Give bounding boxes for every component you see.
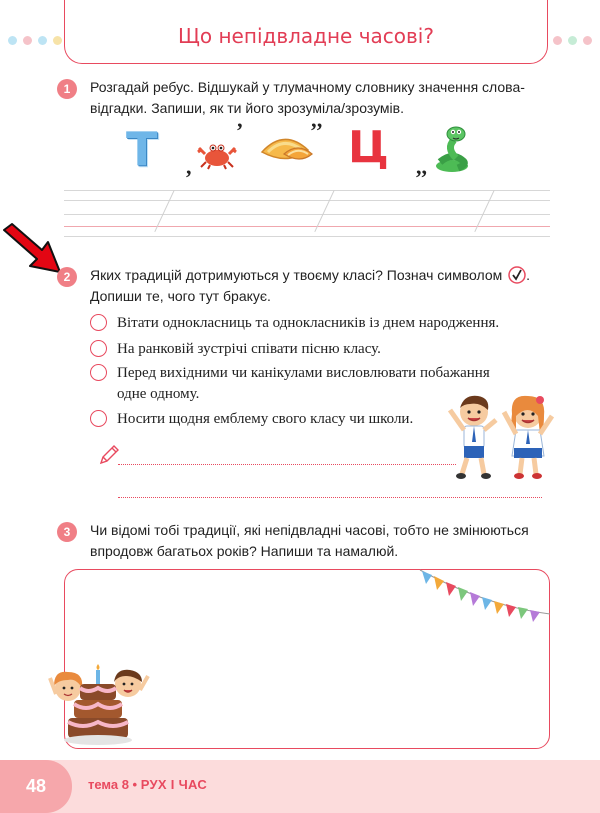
task-number-2: 2 (57, 267, 77, 287)
decor-dot (8, 36, 17, 45)
footer-theme-title: РУХ І ЧАС (140, 777, 208, 792)
task2-instruction (90, 265, 530, 307)
option-label (117, 363, 490, 405)
footer-theme-prefix: тема 8 • (88, 777, 138, 792)
option-item (90, 339, 381, 360)
snake-icon (432, 122, 472, 174)
task-number-3: 3 (57, 522, 77, 542)
option-item (90, 363, 490, 405)
task-number-1: 1 (57, 79, 77, 99)
option-label: Вітати однокласниць та однокласників із днем народження. (117, 315, 500, 331)
task2-instruction-period: . (526, 267, 531, 283)
option-checkbox[interactable] (90, 340, 107, 357)
rebus-comma: , (186, 154, 192, 179)
decor-dot (583, 36, 592, 45)
check-symbol-icon (508, 266, 526, 284)
decor-dot (23, 36, 32, 45)
task3-instruction (90, 520, 529, 562)
decor-dot (53, 36, 62, 45)
title-box (64, 0, 548, 64)
children-with-cake-illustration (48, 660, 152, 752)
option-label-line2: одне одному. (117, 386, 200, 402)
rebus-apostrophe: ’ (236, 118, 244, 143)
melon-icon (258, 132, 314, 166)
decor-dot (38, 36, 47, 45)
pencil-icon (98, 444, 120, 466)
task1-writing-lines[interactable] (64, 190, 550, 238)
page-number: 48 (0, 760, 72, 813)
option-checkbox[interactable] (90, 410, 107, 427)
option-label-line1: Перед вихідними чи канікулами висловлювати побажання (117, 365, 490, 381)
answer-dotted-line[interactable] (118, 464, 456, 465)
decor-dot (553, 36, 562, 45)
page-header (0, 0, 600, 78)
footer-theme (88, 777, 207, 792)
bunting-flags-icon (416, 566, 552, 622)
writing-line (64, 214, 550, 215)
decor-dot (568, 36, 577, 45)
task3-instruction-line2: впродовж багатьох років? Напиши та намалюй. (90, 543, 399, 559)
crab-icon (196, 138, 238, 170)
page-footer (0, 760, 600, 813)
task2-instruction-text: Яких традицій дотримуються у твоєму класі? Познач символом (90, 267, 503, 283)
option-item (90, 313, 499, 334)
option-item (90, 409, 413, 430)
option-checkbox[interactable] (90, 364, 107, 381)
rebus-double-quote: ’’ (310, 118, 324, 143)
option-label: На ранковій зустрічі співати пісню класу. (117, 341, 381, 357)
writing-line (64, 190, 550, 191)
rebus-low-quote: ,, (416, 154, 427, 179)
task3-instruction-line1: Чи відомі тобі традиції, які непідвладні часові, тобто не змінюються (90, 522, 529, 538)
writing-line (64, 236, 550, 237)
rebus (120, 118, 480, 182)
answer-dotted-line[interactable] (118, 497, 542, 498)
writing-line (64, 200, 550, 201)
task1-instruction-line2: відгадки. Запиши, як ти його зрозуміла/зрозумів. (90, 100, 404, 116)
pointer-arrow-icon (2, 222, 64, 274)
task2-instruction-line2: Допиши те, чого тут бракує. (90, 288, 271, 304)
rebus-letter-ts: Ц (348, 122, 389, 173)
rebus-letter-t: Т (126, 122, 158, 176)
option-checkbox[interactable] (90, 314, 107, 331)
task1-instruction-line1: Розгадай ребус. Відшукай у тлумачному словнику значення слова- (90, 79, 525, 95)
task1-instruction (90, 77, 525, 119)
option-label: Носити щодня емблему свого класу чи школи. (117, 411, 414, 427)
task2-instruction-line1 (90, 265, 530, 286)
page-title: Що непідвладне часові? (178, 24, 434, 48)
children-illustration (440, 390, 560, 482)
